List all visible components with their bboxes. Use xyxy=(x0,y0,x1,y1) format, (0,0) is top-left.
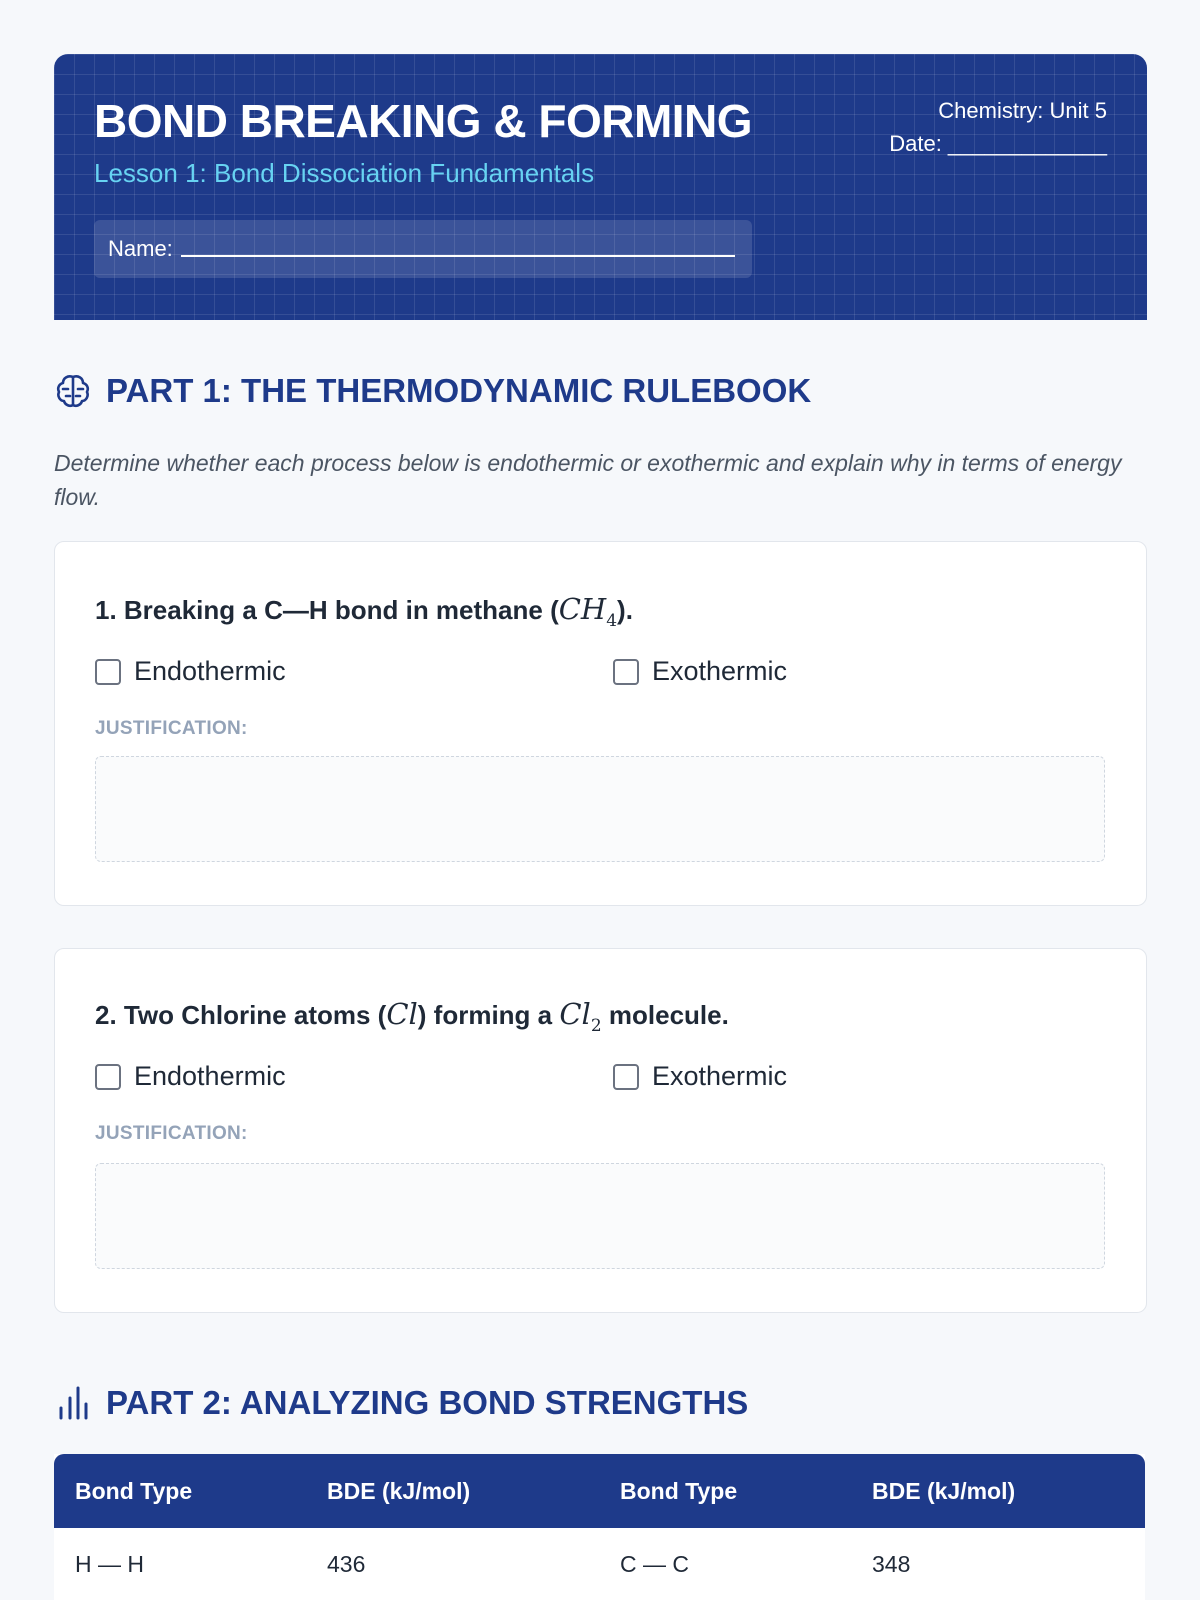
option-exothermic-2[interactable] xyxy=(613,1061,787,1092)
formula-cl2 xyxy=(559,997,602,1036)
header-meta xyxy=(889,94,1107,160)
exothermic-label-1: Exothermic xyxy=(652,656,788,686)
question-1-prefix: 1. Breaking a C—H bond in methane ( xyxy=(95,595,559,625)
name-label: Name: xyxy=(108,236,173,261)
formula-ch4-subscript: 4 xyxy=(606,610,618,631)
part1-heading xyxy=(54,372,811,410)
justification-label-2: JUSTIFICATION: xyxy=(95,1123,248,1144)
formula-cl2-base: Cl xyxy=(559,997,591,1031)
unit-label: Chemistry: Unit 5 xyxy=(938,98,1107,123)
column-header: Bond Type xyxy=(54,1454,306,1528)
endothermic-label-2: Endothermic xyxy=(134,1061,286,1091)
name-blank-line[interactable] xyxy=(181,241,735,257)
table-row xyxy=(54,1528,1145,1600)
justification-label-1: JUSTIFICATION: xyxy=(95,718,248,739)
question-1-suffix: ). xyxy=(617,595,633,625)
part1-title: PART 1: THE THERMODYNAMIC RULEBOOK xyxy=(106,372,812,409)
option-endothermic-2[interactable] xyxy=(95,1061,286,1092)
table-cell: 348 xyxy=(851,1528,1145,1600)
question-card-1 xyxy=(54,541,1147,906)
date-field[interactable]: Date: _____________ xyxy=(889,131,1107,156)
question-2-prefix: 2. Two Chlorine atoms ( xyxy=(95,1000,387,1030)
worksheet-header xyxy=(54,54,1147,320)
bond-strength-table xyxy=(54,1454,1145,1600)
exothermic-checkbox-2[interactable] xyxy=(613,1064,639,1090)
question-2-text xyxy=(95,997,729,1036)
formula-ch4-base: CH xyxy=(558,592,607,626)
lesson-subtitle: Lesson 1: Bond Dissociation Fundamentals xyxy=(94,158,595,188)
question-2-middle: ) forming a xyxy=(417,1000,560,1030)
exothermic-checkbox-1[interactable] xyxy=(613,659,639,685)
question-card-2 xyxy=(54,948,1147,1313)
option-exothermic-1[interactable] xyxy=(613,656,787,687)
justification-input-2[interactable] xyxy=(95,1163,1105,1269)
column-header: Bond Type xyxy=(599,1454,851,1528)
endothermic-checkbox-1[interactable] xyxy=(95,659,121,685)
table-cell: 436 xyxy=(306,1528,599,1600)
formula-cl: Cl xyxy=(386,997,418,1031)
formula-cl2-subscript: 2 xyxy=(590,1015,602,1036)
justification-input-1[interactable] xyxy=(95,756,1105,862)
part2-title: PART 2: ANALYZING BOND STRENGTHS xyxy=(106,1384,749,1421)
part1-instructions: Determine whether each process below is endothermic or exothermic and explain why in terms of energy flow. xyxy=(54,450,1122,510)
question-1-text xyxy=(95,592,633,631)
exothermic-label-2: Exothermic xyxy=(652,1061,788,1091)
endothermic-checkbox-2[interactable] xyxy=(95,1064,121,1090)
column-header: BDE (kJ/mol) xyxy=(306,1454,599,1528)
part2-heading xyxy=(54,1384,748,1422)
table-cell: C — C xyxy=(599,1528,851,1600)
column-header: BDE (kJ/mol) xyxy=(851,1454,1145,1528)
table-header-row xyxy=(54,1454,1145,1528)
formula-ch4 xyxy=(558,592,618,631)
endothermic-label-1: Endothermic xyxy=(134,656,286,686)
question-2-suffix: molecule. xyxy=(601,1000,729,1030)
option-endothermic-1[interactable] xyxy=(95,656,286,687)
worksheet-title: BOND BREAKING & FORMING xyxy=(94,95,753,147)
brain-icon xyxy=(54,372,92,410)
bar-chart-icon xyxy=(54,1384,92,1422)
table-cell: H — H xyxy=(54,1528,306,1600)
name-field[interactable] xyxy=(94,220,752,278)
